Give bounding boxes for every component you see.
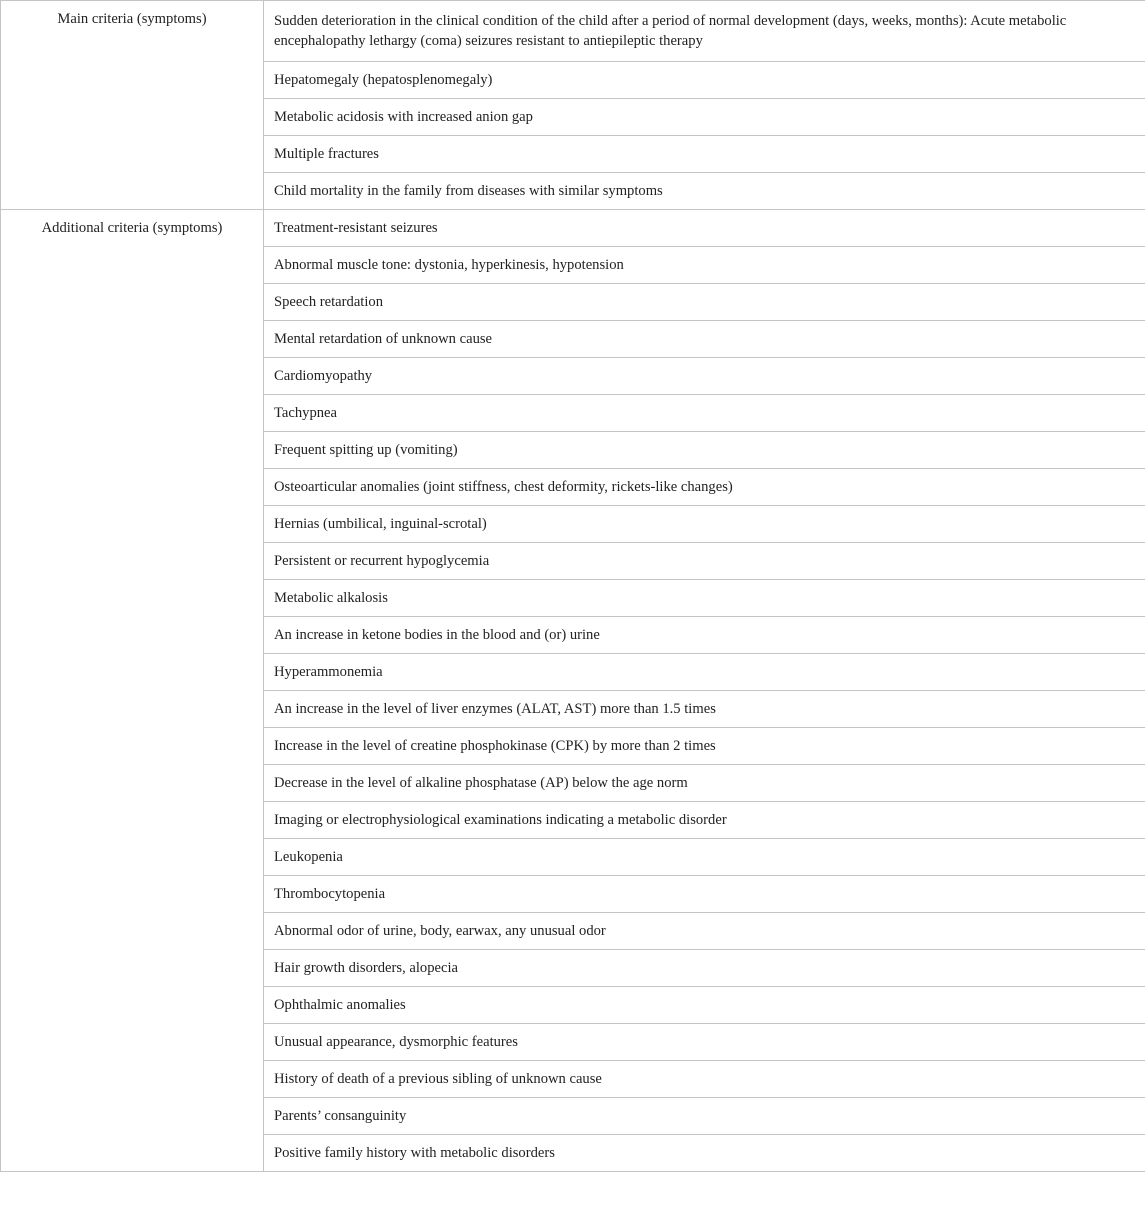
table-row xyxy=(1,210,1145,247)
criterion-cell: Frequent spitting up (vomiting) xyxy=(264,432,1145,469)
criteria-table-body xyxy=(1,1,1145,1172)
criterion-cell: Unusual appearance, dysmorphic features xyxy=(264,1024,1145,1061)
criterion-cell: Abnormal muscle tone: dystonia, hyperkinesis, hypotension xyxy=(264,247,1145,284)
criterion-cell: Osteoarticular anomalies (joint stiffness, chest deformity, rickets-like changes) xyxy=(264,469,1145,506)
criterion-cell: Multiple fractures xyxy=(264,136,1145,173)
table-row xyxy=(1,1,1145,62)
criterion-cell: History of death of a previous sibling of unknown cause xyxy=(264,1061,1145,1098)
criterion-cell: Sudden deterioration in the clinical condition of the child after a period of normal development (days, weeks, months): Acute metabolic encephalopathy lethargy (coma) seizures resistant to antiepileptic therapy xyxy=(264,1,1145,62)
criterion-cell: Positive family history with metabolic disorders xyxy=(264,1135,1145,1172)
criterion-cell: Hair growth disorders, alopecia xyxy=(264,950,1145,987)
criterion-cell: Hernias (umbilical, inguinal-scrotal) xyxy=(264,506,1145,543)
criterion-cell: Abnormal odor of urine, body, earwax, any unusual odor xyxy=(264,913,1145,950)
criterion-cell: An increase in ketone bodies in the blood and (or) urine xyxy=(264,617,1145,654)
main-criteria-label: Main criteria (symptoms) xyxy=(1,1,264,210)
criterion-cell: Child mortality in the family from diseases with similar symptoms xyxy=(264,173,1145,210)
criterion-cell: Cardiomyopathy xyxy=(264,358,1145,395)
criterion-cell: Tachypnea xyxy=(264,395,1145,432)
criterion-cell: Treatment-resistant seizures xyxy=(264,210,1145,247)
criterion-cell: Speech retardation xyxy=(264,284,1145,321)
criterion-cell: Increase in the level of creatine phosphokinase (CPK) by more than 2 times xyxy=(264,728,1145,765)
criterion-cell: Metabolic acidosis with increased anion gap xyxy=(264,99,1145,136)
criterion-cell: Metabolic alkalosis xyxy=(264,580,1145,617)
criterion-cell: Hyperammonemia xyxy=(264,654,1145,691)
criterion-cell: Decrease in the level of alkaline phosphatase (AP) below the age norm xyxy=(264,765,1145,802)
criterion-cell: Persistent or recurrent hypoglycemia xyxy=(264,543,1145,580)
criterion-cell: An increase in the level of liver enzymes (ALAT, AST) more than 1.5 times xyxy=(264,691,1145,728)
criterion-cell: Thrombocytopenia xyxy=(264,876,1145,913)
criterion-cell: Parents’ consanguinity xyxy=(264,1098,1145,1135)
additional-criteria-label: Additional criteria (symptoms) xyxy=(1,210,264,1172)
criterion-cell: Imaging or electrophysiological examinations indicating a metabolic disorder xyxy=(264,802,1145,839)
criterion-cell: Mental retardation of unknown cause xyxy=(264,321,1145,358)
criterion-cell: Ophthalmic anomalies xyxy=(264,987,1145,1024)
criterion-cell: Leukopenia xyxy=(264,839,1145,876)
criterion-cell: Hepatomegaly (hepatosplenomegaly) xyxy=(264,62,1145,99)
